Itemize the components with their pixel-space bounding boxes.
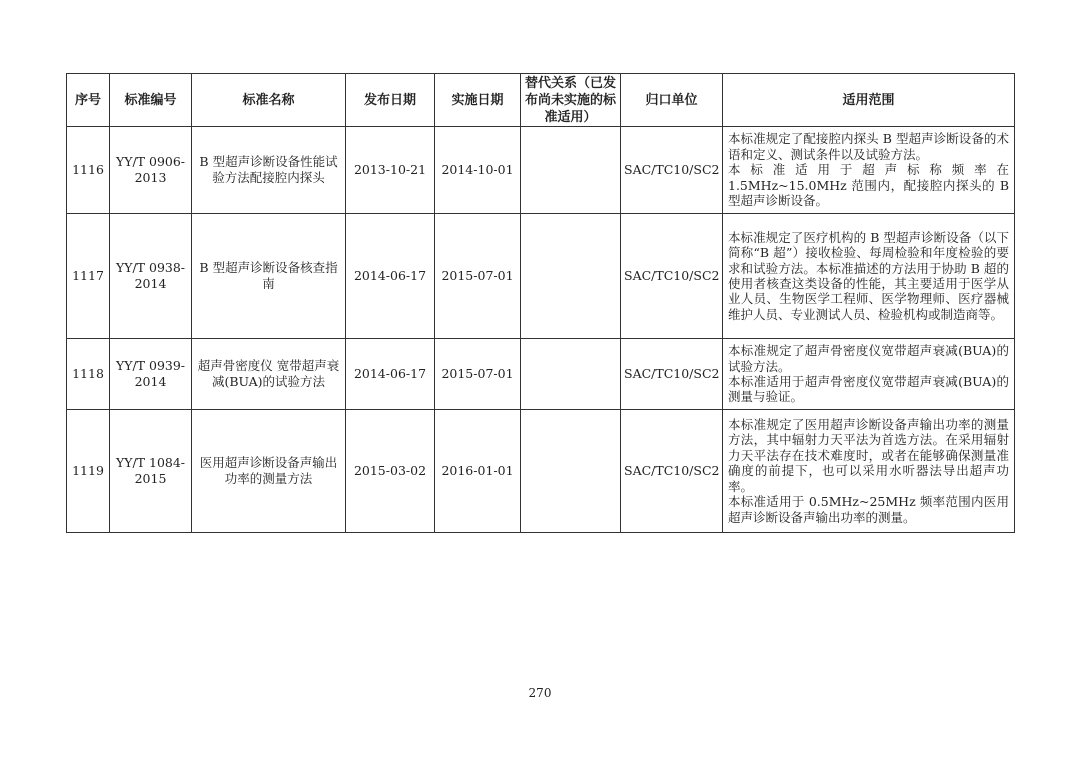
scope-paragraph: 本标准规定了医疗机构的 B 型超声诊断设备（以下简称“B 超”）接收检验、每周检验和年度检验的要求和试验方法。本标准描述的方法用于协助 B 超的使用者核查这类设备的性能，其主要适用于医学从业人员、生物医学工程师、医学物理师、医疗器械维护人员、专业测试人员、检验机构或制造商等。 <box>728 229 1009 322</box>
table-row <box>67 214 1015 339</box>
header-cell: 实施日期 <box>435 74 521 127</box>
replacement-relation <box>521 127 621 214</box>
table-header-row <box>67 74 1015 127</box>
publish-date: 2014-06-17 <box>346 214 435 339</box>
scope-paragraph: 本标准适用于 0.5MHz~25MHz 频率范围内医用超声诊断设备声输出功率的测量。 <box>728 494 1009 525</box>
scope-paragraph: 本标准规定了超声骨密度仪宽带超声衰减(BUA)的试验方法。 <box>728 343 1009 374</box>
scope-paragraph: 本标准适用于超声骨密度仪宽带超声衰减(BUA)的测量与验证。 <box>728 374 1009 405</box>
responsible-unit: SAC/TC10/SC2 <box>621 214 723 339</box>
publish-date: 2013-10-21 <box>346 127 435 214</box>
scope-paragraph: 本标准适用于超声标称频率在 1.5MHz~15.0MHz 范围内，配接腔内探头的 B 型超声诊断设备。 <box>728 162 1009 209</box>
application-scope <box>723 339 1015 410</box>
application-scope <box>723 214 1015 339</box>
header-cell: 适用范围 <box>723 74 1015 127</box>
table-row <box>67 339 1015 410</box>
header-cell: 标准编号 <box>110 74 192 127</box>
header-cell: 归口单位 <box>621 74 723 127</box>
standard-code: YY/T 1084-2015 <box>110 410 192 533</box>
responsible-unit: SAC/TC10/SC2 <box>621 410 723 533</box>
publish-date: 2014-06-17 <box>346 339 435 410</box>
header-cell: 替代关系（已发布尚未实施的标准适用） <box>521 74 621 127</box>
application-scope <box>723 127 1015 214</box>
responsible-unit: SAC/TC10/SC2 <box>621 127 723 214</box>
serial-number: 1116 <box>67 127 110 214</box>
header-cell: 标准名称 <box>192 74 346 127</box>
responsible-unit: SAC/TC10/SC2 <box>621 339 723 410</box>
standard-name: B 型超声诊断设备性能试验方法配接腔内探头 <box>192 127 346 214</box>
standard-code: YY/T 0939-2014 <box>110 339 192 410</box>
serial-number: 1117 <box>67 214 110 339</box>
page-number: 270 <box>528 686 552 700</box>
scope-paragraph: 本标准规定了配接腔内探头 B 型超声诊断设备的术语和定义、测试条件以及试验方法。 <box>728 131 1009 162</box>
header-cell: 序号 <box>67 74 110 127</box>
publish-date: 2015-03-02 <box>346 410 435 533</box>
application-scope <box>723 410 1015 533</box>
standard-code: YY/T 0906-2013 <box>110 127 192 214</box>
serial-number: 1118 <box>67 339 110 410</box>
standards-table <box>66 73 1015 533</box>
standard-name: B 型超声诊断设备核查指南 <box>192 214 346 339</box>
standard-name: 医用超声诊断设备声输出功率的测量方法 <box>192 410 346 533</box>
serial-number: 1119 <box>67 410 110 533</box>
standard-name: 超声骨密度仪 宽带超声衰减(BUA)的试验方法 <box>192 339 346 410</box>
replacement-relation <box>521 214 621 339</box>
replacement-relation <box>521 339 621 410</box>
effective-date: 2014-10-01 <box>435 127 521 214</box>
header-cell: 发布日期 <box>346 74 435 127</box>
effective-date: 2015-07-01 <box>435 214 521 339</box>
effective-date: 2016-01-01 <box>435 410 521 533</box>
effective-date: 2015-07-01 <box>435 339 521 410</box>
scope-paragraph: 本标准规定了医用超声诊断设备声输出功率的测量方法，其中辐射力天平法为首选方法。在采用辐射力天平法存在技术难度时，或者在能够确保测量准确度的前提下，也可以采用水听器法导出超声功率。 <box>728 417 1009 494</box>
table-row <box>67 127 1015 214</box>
standard-code: YY/T 0938-2014 <box>110 214 192 339</box>
replacement-relation <box>521 410 621 533</box>
table-row <box>67 410 1015 533</box>
